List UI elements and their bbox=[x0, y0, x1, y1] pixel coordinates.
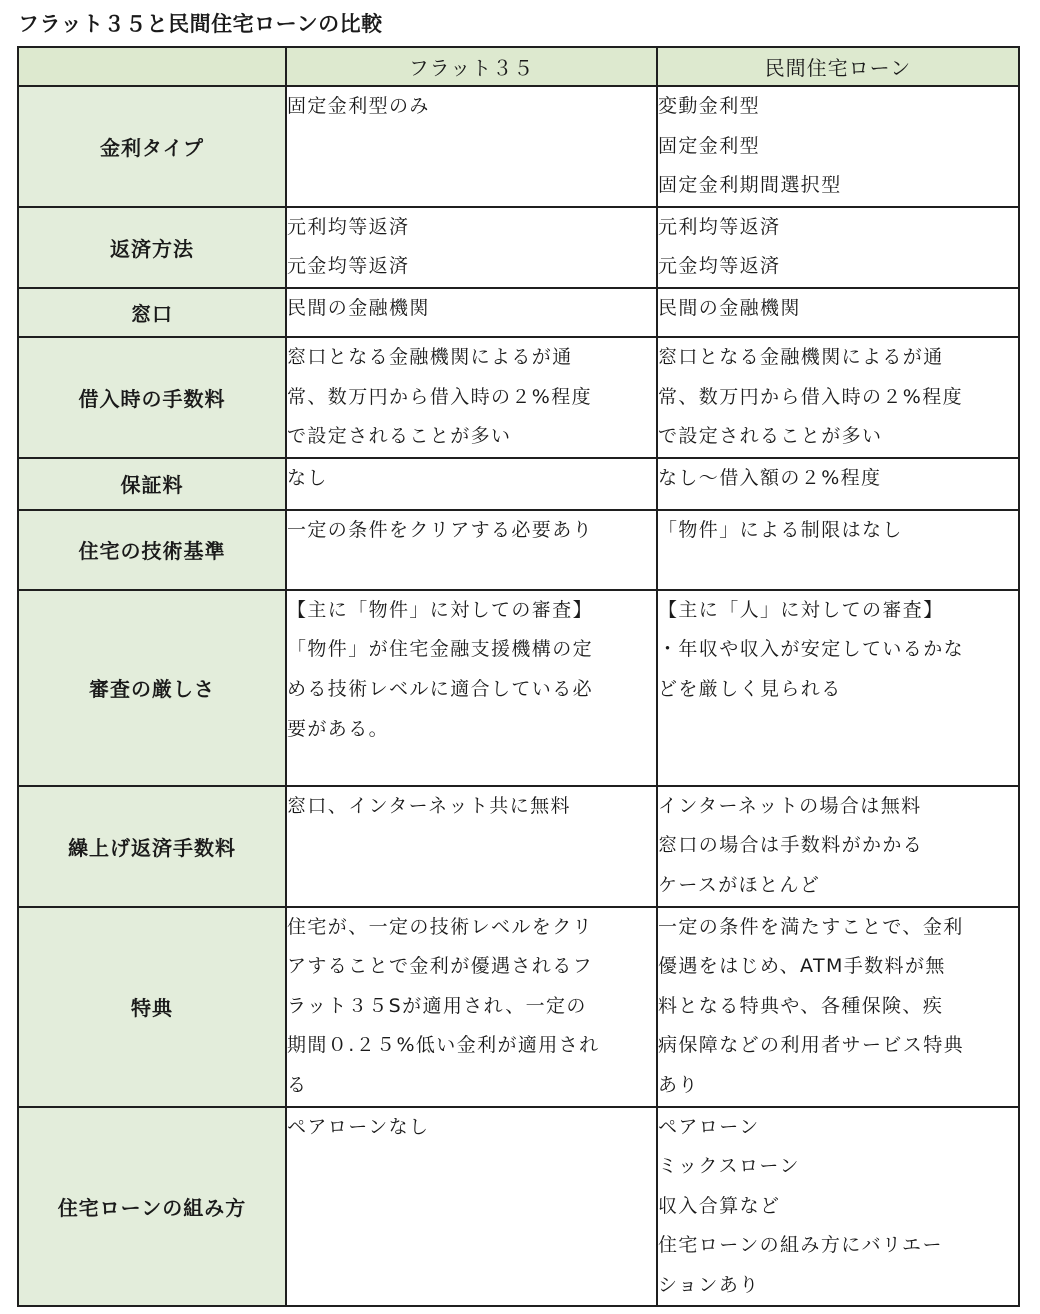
cell-text-line: 期間０.２５%低い金利が適用され bbox=[287, 1034, 600, 1057]
cell-text-line: で設定されることが多い bbox=[658, 425, 883, 448]
cell-text-line: 収入合算など bbox=[658, 1194, 781, 1217]
flat35-cell bbox=[286, 458, 657, 510]
cell-text-line: ペアローン bbox=[658, 1115, 760, 1138]
cell-text-line: 要がある。 bbox=[287, 717, 390, 740]
cell-text-line: 常、数万円から借入時の２%程度 bbox=[658, 385, 964, 408]
cell-text-line: あり bbox=[658, 1073, 699, 1096]
private-loan-cell bbox=[657, 510, 1019, 590]
cell-text-line: 固定金利型 bbox=[658, 134, 761, 157]
cell-text-line: 一定の条件をクリアする必要あり bbox=[287, 518, 594, 541]
header-row bbox=[18, 47, 1019, 86]
table-row bbox=[18, 207, 1019, 288]
cell-text-line: 窓口、インターネット共に無料 bbox=[287, 794, 571, 817]
cell-text-line: なし～借入額の２%程度 bbox=[658, 466, 882, 489]
cell-text-line: 窓口となる金融機関によるが通 bbox=[658, 345, 944, 368]
cell-text-line: インターネットの場合は無料 bbox=[658, 794, 922, 817]
private-loan-cell bbox=[657, 207, 1019, 288]
row-label: 窓口 bbox=[18, 288, 286, 337]
table-row bbox=[18, 786, 1019, 907]
cell-text-line: 民間の金融機関 bbox=[658, 296, 801, 319]
flat35-cell bbox=[286, 907, 657, 1107]
header-flat35: フラット３５ bbox=[286, 47, 657, 86]
row-label: 審査の厳しさ bbox=[18, 590, 286, 786]
table-row bbox=[18, 458, 1019, 510]
row-label: 住宅の技術基準 bbox=[18, 510, 286, 590]
row-label: 繰上げ返済手数料 bbox=[18, 786, 286, 907]
cell-text-line: 窓口の場合は手数料がかかる bbox=[658, 834, 924, 857]
row-label: 特典 bbox=[18, 907, 286, 1107]
cell-text-line: 元金均等返済 bbox=[658, 255, 781, 278]
cell-text-line: 【主に「人」に対しての審査】 bbox=[658, 598, 944, 621]
private-loan-cell bbox=[657, 786, 1019, 907]
cell-text-line: 一定の条件を満たすことで、金利 bbox=[658, 915, 964, 938]
cell-text-line: ラット３５Sが適用され、一定の bbox=[287, 994, 587, 1017]
cell-text-line: 料となる特典や、各種保険、疾 bbox=[658, 994, 944, 1017]
table-row bbox=[18, 907, 1019, 1107]
flat35-cell bbox=[286, 510, 657, 590]
header-corner-cell bbox=[18, 47, 286, 86]
flat35-cell bbox=[286, 786, 657, 907]
cell-text-line: 住宅が、一定の技術レベルをクリ bbox=[287, 915, 594, 938]
table-row bbox=[18, 590, 1019, 786]
cell-text-line: 固定金利期間選択型 bbox=[658, 174, 842, 197]
private-loan-cell bbox=[657, 590, 1019, 786]
flat35-cell bbox=[286, 337, 657, 458]
header-private-loan: 民間住宅ローン bbox=[657, 47, 1019, 86]
cell-text-line: 【主に「物件」に対しての審査】 bbox=[287, 598, 594, 621]
cell-text-line: 固定金利型のみ bbox=[287, 95, 430, 117]
private-loan-cell bbox=[657, 337, 1019, 458]
cell-text-line: 優遇をはじめ、ATM手数料が無 bbox=[658, 955, 946, 978]
flat35-cell bbox=[286, 590, 657, 786]
private-loan-cell bbox=[657, 458, 1019, 510]
page-title: フラット３５と民間住宅ローンの比較 bbox=[18, 12, 383, 36]
row-label: 借入時の手数料 bbox=[18, 337, 286, 458]
cell-text-line: ミックスローン bbox=[658, 1155, 800, 1178]
cell-text-line: アすることで金利が優遇されるフ bbox=[287, 955, 594, 978]
cell-text-line: 民間の金融機関 bbox=[287, 296, 430, 319]
cell-text-line: 病保障などの利用者サービス特典 bbox=[658, 1034, 965, 1057]
cell-text-line: 「物件」による制限はなし bbox=[658, 518, 903, 541]
cell-text-line: 元金均等返済 bbox=[287, 255, 410, 278]
flat35-cell bbox=[286, 86, 657, 207]
cell-text-line: 窓口となる金融機関によるが通 bbox=[287, 345, 573, 368]
cell-text-line: る bbox=[287, 1073, 308, 1096]
cell-text-line: 「物件」が住宅金融支援機構の定 bbox=[287, 638, 594, 661]
row-label: 金利タイプ bbox=[18, 86, 286, 207]
table-row bbox=[18, 288, 1019, 337]
row-label: 住宅ローンの組み方 bbox=[18, 1107, 286, 1307]
cell-text-line: ションあり bbox=[658, 1273, 760, 1296]
row-label: 保証料 bbox=[18, 458, 286, 510]
private-loan-cell bbox=[657, 86, 1019, 207]
cell-text-line: なし bbox=[287, 466, 328, 489]
cell-text-line: ・年収や収入が安定しているかな bbox=[658, 638, 965, 661]
table-row bbox=[18, 1107, 1019, 1307]
cell-text-line: どを厳しく見られる bbox=[658, 677, 842, 700]
cell-text-line: ペアローンなし bbox=[287, 1115, 430, 1138]
private-loan-cell bbox=[657, 907, 1019, 1107]
flat35-cell bbox=[286, 207, 657, 288]
flat35-cell bbox=[286, 1107, 657, 1307]
flat35-cell bbox=[286, 288, 657, 337]
cell-text-line: 元利均等返済 bbox=[287, 215, 410, 238]
table-row bbox=[18, 86, 1019, 207]
cell-text-line: 元利均等返済 bbox=[658, 215, 781, 238]
cell-text-line: 住宅ローンの組み方にバリエー bbox=[658, 1234, 943, 1257]
comparison-table bbox=[17, 46, 1020, 1307]
cell-text-line: で設定されることが多い bbox=[287, 425, 512, 448]
cell-text-line: 常、数万円から借入時の２%程度 bbox=[287, 385, 593, 408]
cell-text-line: める技術レベルに適合している必 bbox=[287, 677, 594, 700]
table-row bbox=[18, 510, 1019, 590]
cell-text-line: 変動金利型 bbox=[658, 95, 761, 117]
cell-text-line: ケースがほとんど bbox=[658, 873, 821, 896]
row-label: 返済方法 bbox=[18, 207, 286, 288]
private-loan-cell bbox=[657, 1107, 1019, 1307]
table-row bbox=[18, 337, 1019, 458]
private-loan-cell bbox=[657, 288, 1019, 337]
